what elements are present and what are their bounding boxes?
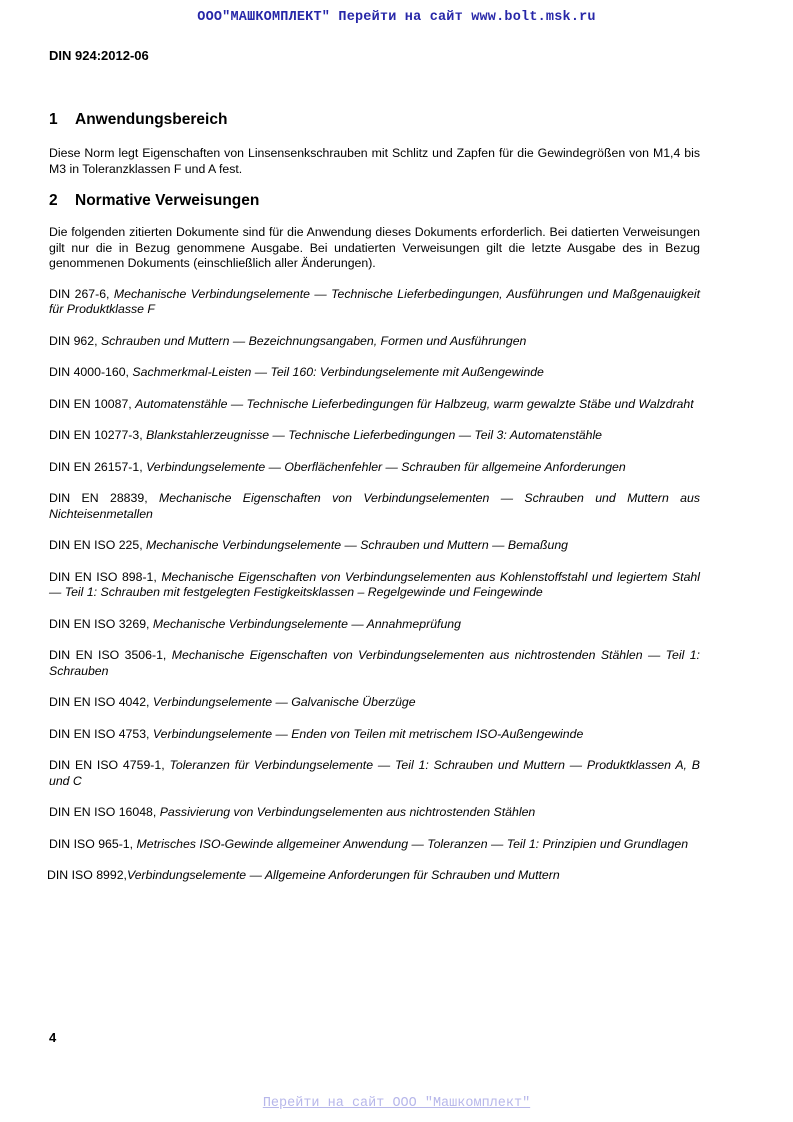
reference-code: DIN EN 28839,	[49, 491, 159, 505]
reference-code: DIN EN ISO 4042,	[49, 695, 153, 709]
reference-code: DIN 267-6,	[49, 286, 114, 301]
reference-code: DIN 4000-160,	[49, 365, 133, 379]
reference-item	[49, 287, 700, 318]
reference-code: DIN EN ISO 225,	[49, 538, 147, 552]
reference-title: Mechanische Eigenschaften von Verbindungselementen aus Kohlenstoffstahl und legiertem Stahl — Teil 1: Schrauben mit festgelegten Festigkeitsklassen – Regelgewinde und Feingewinde	[49, 569, 700, 599]
reference-title: Mechanische Eigenschaften von Verbindungselementen — Schrauben und Muttern aus Nichteisenmetallen	[49, 491, 700, 521]
section-2-title: Normative Verweisungen	[75, 192, 260, 209]
reference-title: Toleranzen für Verbindungselemente — Teil 1: Schrauben und Muttern — Produktklassen A, B und C	[49, 758, 700, 788]
reference-item	[49, 334, 700, 350]
section-1-number: 1	[49, 111, 58, 128]
reference-item	[49, 727, 700, 743]
reference-title: Sachmerkmal-Leisten — Teil 160: Verbindungselemente mit Außengewinde	[132, 365, 544, 379]
reference-item	[49, 538, 700, 554]
reference-list	[49, 287, 700, 884]
page-content	[49, 110, 700, 900]
section-1-title: Anwendungsbereich	[75, 111, 228, 128]
reference-code: DIN EN 26157-1,	[49, 459, 147, 474]
reference-code: DIN EN ISO 4759-1,	[49, 758, 170, 772]
reference-title: Mechanische Eigenschaften von Verbindungselementen aus nichtrostenden Stählen — Teil 1: Schrauben	[49, 648, 700, 678]
document-id: DIN 924:2012-06	[49, 48, 149, 63]
reference-item	[49, 805, 700, 821]
site-banner-link[interactable]: ООО"МАШКОМПЛЕКТ" Перейти на сайт www.bolt.msk.ru	[197, 10, 596, 25]
reference-code: DIN EN ISO 3506-1,	[49, 648, 172, 662]
reference-title: Verbindungselemente — Enden von Teilen mit metrischem ISO-Außengewinde	[152, 726, 584, 741]
section-2-body: Die folgenden zitierten Dokumente sind für die Anwendung dieses Dokuments erforderlich. Bei datierten Verweisungen gilt nur die in Bezug genommene Ausgabe. Bei undatierten Verweisungen gilt die letzte Ausgabe des in Bezug genommenen Dokuments (einschließlich aller Änderungen).	[49, 225, 700, 270]
reference-title: Verbindungselemente — Oberflächenfehler — Schrauben für allgemeine Anforderungen	[146, 459, 626, 474]
reference-title: Verbindungselemente — Allgemeine Anforderungen für Schrauben und Muttern	[126, 868, 560, 882]
reference-item	[49, 758, 700, 789]
reference-item	[49, 428, 700, 444]
page-number: 4	[49, 1030, 57, 1045]
reference-title: Automatenstähle — Technische Lieferbedingungen für Halbzeug, warm gewalzte Stäbe und Walzdraht	[135, 396, 694, 411]
reference-code: DIN EN ISO 4753,	[49, 726, 153, 741]
reference-title: Verbindungselemente — Galvanische Überzüge	[152, 695, 416, 709]
reference-item	[49, 648, 700, 679]
reference-code: DIN EN 10277-3,	[49, 428, 147, 442]
reference-code: DIN 962,	[49, 333, 101, 348]
reference-title: Mechanische Verbindungselemente — Schrauben und Muttern — Bemaßung	[146, 538, 569, 552]
footer-site-link[interactable]: Перейти на сайт ООО "Машкомплект"	[262, 1096, 531, 1111]
reference-item	[49, 365, 700, 381]
reference-item	[47, 868, 700, 884]
reference-item	[49, 570, 700, 601]
section-2-number: 2	[49, 192, 58, 209]
reference-code: DIN EN ISO 898-1,	[49, 569, 162, 584]
reference-item	[49, 617, 700, 633]
reference-item	[49, 837, 700, 853]
reference-title: Metrisches ISO-Gewinde allgemeiner Anwendung — Toleranzen — Teil 1: Prinzipien und Grundlagen	[136, 836, 689, 851]
reference-item	[49, 491, 700, 522]
reference-code: DIN EN 10087,	[49, 396, 136, 411]
reference-title: Passivierung von Verbindungselementen aus nichtrostenden Stählen	[159, 805, 536, 819]
reference-code: DIN EN ISO 16048,	[49, 805, 160, 819]
reference-title: Schrauben und Muttern — Bezeichnungsangaben, Formen und Ausführungen	[100, 333, 527, 348]
section-2-heading	[49, 191, 700, 211]
reference-title: Mechanische Verbindungselemente — Annahmeprüfung	[152, 616, 461, 631]
reference-code: DIN ISO 8992,	[47, 868, 127, 882]
reference-item	[49, 397, 700, 413]
reference-code: DIN EN ISO 3269,	[49, 616, 153, 631]
reference-item	[49, 695, 700, 711]
section-1-heading	[49, 110, 700, 130]
reference-item	[49, 460, 700, 476]
section-1-body: Diese Norm legt Eigenschaften von Linsensenkschrauben mit Schlitz und Zapfen für die Gewindegrößen von M1,4 bis M3 in Toleranzklassen F und A fest.	[49, 146, 700, 176]
reference-title: Blankstahlerzeugnisse — Technische Lieferbedingungen — Teil 3: Automatenstähle	[146, 428, 603, 442]
reference-title: Mechanische Verbindungselemente — Technische Lieferbedingungen, Ausführungen und Maßgenauigkeit für Produktklasse F	[49, 286, 700, 316]
reference-code: DIN ISO 965-1,	[49, 836, 137, 851]
